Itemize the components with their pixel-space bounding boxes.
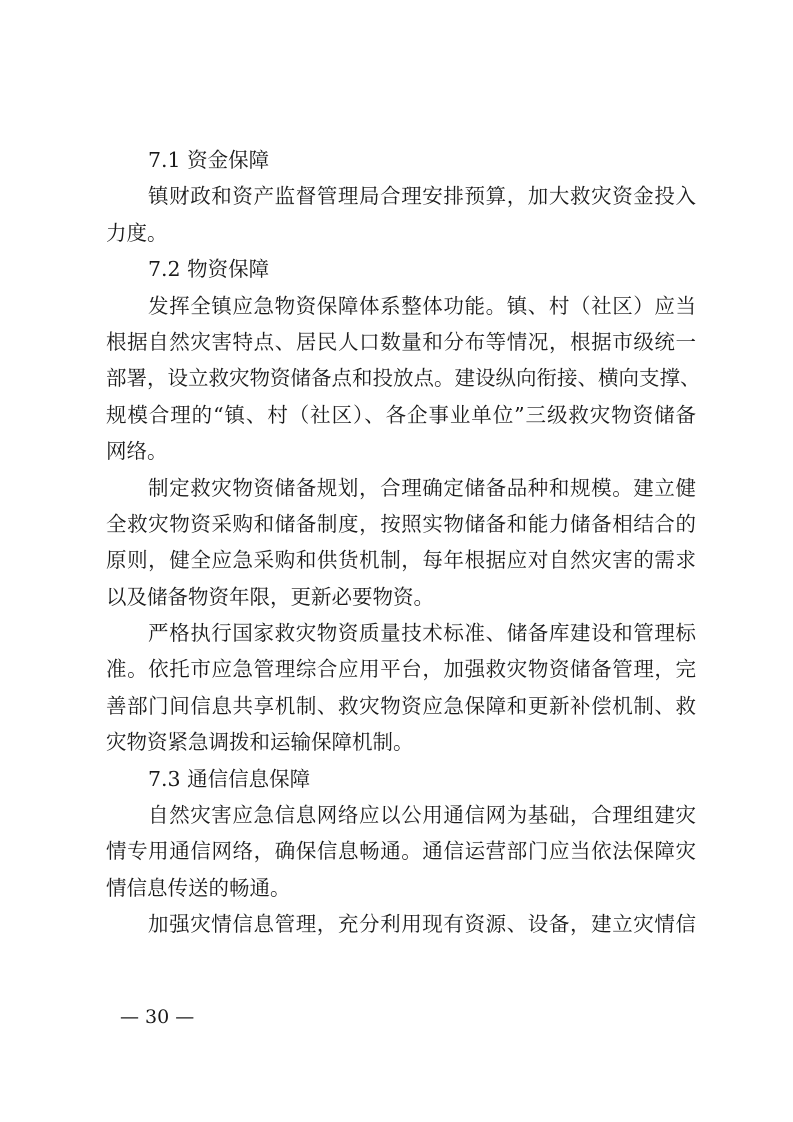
document-line: 灾物资紧急调拨和运输保障机制。 [106, 730, 414, 755]
document-line: 善部门间信息共享机制、救灾物资应急保障和更新补偿机制、救 [106, 693, 696, 718]
document-line: 情专用通信网络，确保信息畅通。通信运营部门应当依法保障灾 [106, 839, 696, 864]
document-line: 制定救灾物资储备规划，合理确定储备品种和规模。建立健 [148, 475, 696, 500]
document-line: 情信息传送的畅通。 [106, 875, 291, 900]
document-line: 自然灾害应急信息网络应以公用通信网为基础，合理组建灾 [148, 803, 696, 828]
document-line: 部署，设立救灾物资储备点和投放点。建设纵向衔接、横向支撑、 [106, 366, 701, 391]
document-line: 7.3 通信信息保障 [148, 766, 311, 791]
document-line: 根据自然灾害特点、居民人口数量和分布等情况，根据市级统一 [106, 329, 696, 354]
document-line: 镇财政和资产监督管理局合理安排预算，加大救灾资金投入 [148, 184, 696, 209]
document-line: 发挥全镇应急物资保障体系整体功能。镇、村（社区）应当 [148, 293, 696, 318]
page-number: — 30 — [120, 1006, 195, 1028]
document-line: 准。依托市应急管理综合应用平台，加强救灾物资储备管理，完 [106, 657, 696, 682]
document-line: 网络。 [106, 439, 168, 464]
document-line: 7.2 物资保障 [148, 257, 270, 282]
document-line: 力度。 [106, 220, 168, 245]
document-line: 规模合理的“镇、村（社区）、各企事业单位”三级救灾物资储备 [106, 402, 696, 427]
document-line: 以及储备物资年限，更新必要物资。 [106, 584, 434, 609]
document-line: 全救灾物资采购和储备制度，按照实物储备和能力储备相结合的 [106, 511, 696, 536]
document-line: 加强灾情信息管理，充分利用现有资源、设备，建立灾情信 [148, 912, 696, 937]
document-line: 原则，健全应急采购和供货机制，每年根据应对自然灾害的需求 [106, 548, 696, 573]
document-body [106, 142, 701, 943]
document-line: 7.1 资金保障 [148, 148, 270, 172]
document-line: 严格执行国家救灾物资质量技术标准、储备库建设和管理标 [148, 621, 696, 646]
